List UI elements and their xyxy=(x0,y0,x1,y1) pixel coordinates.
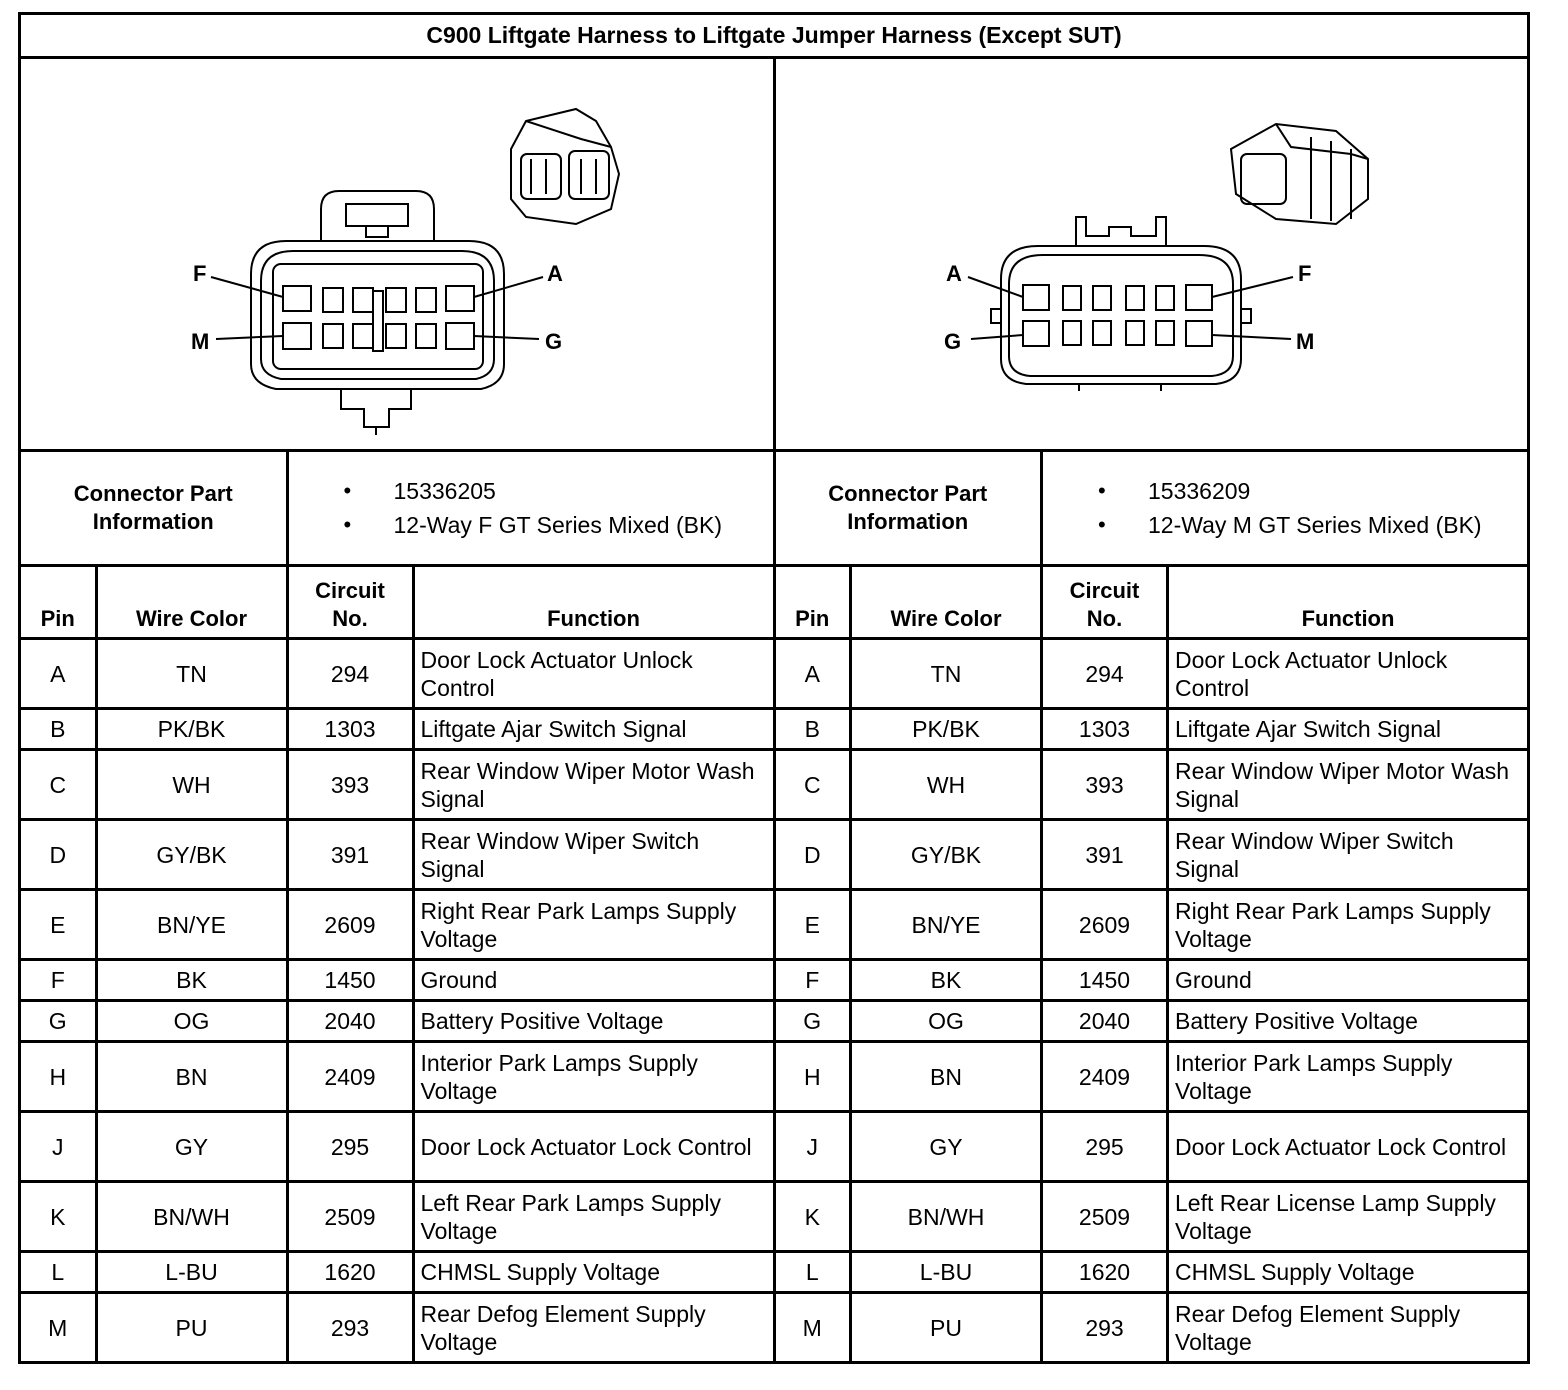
pin-cell: B xyxy=(776,709,851,750)
table-row xyxy=(776,750,1529,820)
function-cell: Ground xyxy=(413,960,774,1001)
circuit-cell: 295 xyxy=(1042,1112,1168,1182)
table-row xyxy=(776,639,1529,709)
wire-color-cell: TN xyxy=(96,639,287,709)
pin-cell: H xyxy=(776,1042,851,1112)
function-cell: Rear Window Wiper Motor Wash Signal xyxy=(413,750,774,820)
wire-color-cell: PU xyxy=(96,1293,287,1363)
table-row xyxy=(776,1042,1529,1112)
function-cell: Rear Defog Element Supply Voltage xyxy=(413,1293,774,1363)
female-table-body xyxy=(21,639,774,1363)
circuit-cell: 1620 xyxy=(1042,1252,1168,1293)
pin-cell: F xyxy=(776,960,851,1001)
pin-label-bottom-right: M xyxy=(1295,329,1314,354)
circuit-cell: 1303 xyxy=(1042,709,1168,750)
pin-cell: B xyxy=(21,709,96,750)
wire-color-cell: BK xyxy=(96,960,287,1001)
pin-cell: H xyxy=(21,1042,96,1112)
wire-color-cell: BN/WH xyxy=(96,1182,287,1252)
pin-cell: D xyxy=(776,820,851,890)
wire-color-cell: BN/WH xyxy=(851,1182,1042,1252)
wire-color-cell: BN/YE xyxy=(96,890,287,960)
table-row xyxy=(21,960,774,1001)
pin-cell: E xyxy=(21,890,96,960)
table-row xyxy=(776,1182,1529,1252)
pin-cell: J xyxy=(776,1112,851,1182)
function-cell: Door Lock Actuator Lock Control xyxy=(1168,1112,1529,1182)
function-cell: Right Rear Park Lamps Supply Voltage xyxy=(1168,890,1529,960)
circuit-cell: 1620 xyxy=(287,1252,413,1293)
function-cell: Rear Window Wiper Switch Signal xyxy=(413,820,774,890)
connector-description: • 12-Way F GT Series Mixed (BK) xyxy=(289,508,773,542)
circuit-cell: 2609 xyxy=(287,890,413,960)
table-row xyxy=(21,1001,774,1042)
wire-color-cell: PK/BK xyxy=(96,709,287,750)
circuit-cell: 294 xyxy=(1042,639,1168,709)
function-cell: Rear Window Wiper Switch Signal xyxy=(1168,820,1529,890)
pin-cell: M xyxy=(776,1293,851,1363)
male-table-body xyxy=(776,639,1529,1363)
function-cell: Door Lock Actuator Unlock Control xyxy=(1168,639,1529,709)
pin-label-top-left: F xyxy=(193,261,207,286)
circuit-cell: 1303 xyxy=(287,709,413,750)
female-connector-diagram xyxy=(21,59,776,452)
wire-color-cell: BN xyxy=(851,1042,1042,1112)
wire-color-cell: BN/YE xyxy=(851,890,1042,960)
function-cell: Battery Positive Voltage xyxy=(1168,1001,1529,1042)
part-number: • 15336205 xyxy=(289,474,773,508)
circuit-cell: 393 xyxy=(287,750,413,820)
table-row xyxy=(21,1112,774,1182)
table-row xyxy=(21,639,774,709)
function-cell: Rear Window Wiper Motor Wash Signal xyxy=(1168,750,1529,820)
table-row xyxy=(21,750,774,820)
wire-color-cell: PK/BK xyxy=(851,709,1042,750)
pin-cell: K xyxy=(776,1182,851,1252)
table-row xyxy=(776,960,1529,1001)
wire-color-cell: OG xyxy=(96,1001,287,1042)
table-row xyxy=(21,1293,774,1363)
wire-color-cell: GY/BK xyxy=(96,820,287,890)
circuit-cell: 393 xyxy=(1042,750,1168,820)
connector-info-label: Connector Part Information xyxy=(776,452,1042,566)
wire-color-cell: BK xyxy=(851,960,1042,1001)
pin-cell: M xyxy=(21,1293,96,1363)
wire-color-cell: WH xyxy=(96,750,287,820)
wire-color-cell: WH xyxy=(851,750,1042,820)
function-cell: Left Rear Park Lamps Supply Voltage xyxy=(413,1182,774,1252)
female-connector-3d-icon xyxy=(511,109,619,224)
header-function: Function xyxy=(413,566,774,639)
header-pin: Pin xyxy=(776,566,851,639)
circuit-cell: 1450 xyxy=(1042,960,1168,1001)
table-row xyxy=(21,1042,774,1112)
table-row xyxy=(776,1293,1529,1363)
pin-label-bottom-right: G xyxy=(545,329,563,354)
male-connector-diagram xyxy=(776,59,1531,452)
table-row xyxy=(776,1252,1529,1293)
connector-info-values xyxy=(1042,452,1529,566)
table-row xyxy=(21,890,774,960)
pin-cell: G xyxy=(21,1001,96,1042)
connector-info-row xyxy=(776,452,1529,566)
pin-cell: D xyxy=(21,820,96,890)
circuit-cell: 391 xyxy=(1042,820,1168,890)
page-title: C900 Liftgate Harness to Liftgate Jumper Harness (Except SUT) xyxy=(21,15,1530,59)
connector-sheet xyxy=(18,12,1530,1364)
pin-cell: J xyxy=(21,1112,96,1182)
circuit-cell: 294 xyxy=(287,639,413,709)
table-row xyxy=(21,709,774,750)
circuit-cell: 293 xyxy=(1042,1293,1168,1363)
function-cell: Rear Defog Element Supply Voltage xyxy=(1168,1293,1529,1363)
table-row xyxy=(776,1112,1529,1182)
function-cell: Door Lock Actuator Unlock Control xyxy=(413,639,774,709)
pin-cell: C xyxy=(776,750,851,820)
circuit-cell: 1450 xyxy=(287,960,413,1001)
connector-info-values xyxy=(287,452,774,566)
circuit-cell: 391 xyxy=(287,820,413,890)
male-connector-table xyxy=(776,452,1531,1364)
table-row xyxy=(21,1252,774,1293)
connector-info-label: Connector Part Information xyxy=(21,452,287,566)
function-cell: Interior Park Lamps Supply Voltage xyxy=(1168,1042,1529,1112)
diagram-row xyxy=(21,59,1530,452)
female-connector-drawing xyxy=(21,59,774,449)
circuit-cell: 295 xyxy=(287,1112,413,1182)
header-pin: Pin xyxy=(21,566,96,639)
circuit-cell: 293 xyxy=(287,1293,413,1363)
wire-color-cell: BN xyxy=(96,1042,287,1112)
female-latch xyxy=(321,191,434,241)
function-cell: Door Lock Actuator Lock Control xyxy=(413,1112,774,1182)
header-circuit: Circuit No. xyxy=(287,566,413,639)
header-circuit: Circuit No. xyxy=(1042,566,1168,639)
circuit-cell: 2409 xyxy=(1042,1042,1168,1112)
female-connector-table-wrap xyxy=(21,452,776,1364)
pin-cell: E xyxy=(776,890,851,960)
table-row xyxy=(776,820,1529,890)
circuit-cell: 2409 xyxy=(287,1042,413,1112)
circuit-cell: 2040 xyxy=(1042,1001,1168,1042)
wire-color-cell: GY xyxy=(851,1112,1042,1182)
pin-cell: K xyxy=(21,1182,96,1252)
wire-color-cell: OG xyxy=(851,1001,1042,1042)
function-cell: Interior Park Lamps Supply Voltage xyxy=(413,1042,774,1112)
circuit-cell: 2040 xyxy=(287,1001,413,1042)
pin-cell: F xyxy=(21,960,96,1001)
function-cell: Ground xyxy=(1168,960,1529,1001)
function-cell: CHMSL Supply Voltage xyxy=(413,1252,774,1293)
pin-cell: C xyxy=(21,750,96,820)
table-header xyxy=(21,566,774,639)
header-wire-color: Wire Color xyxy=(851,566,1042,639)
connector-info-row xyxy=(21,452,774,566)
pin-label-bottom-left: G xyxy=(943,329,961,354)
function-cell: Battery Positive Voltage xyxy=(413,1001,774,1042)
wire-color-cell: GY/BK xyxy=(851,820,1042,890)
pin-cell: A xyxy=(776,639,851,709)
header-function: Function xyxy=(1168,566,1529,639)
male-connector-drawing xyxy=(776,59,1529,449)
function-cell: Left Rear License Lamp Supply Voltage xyxy=(1168,1182,1529,1252)
table-row xyxy=(21,820,774,890)
pin-label-top-left: A xyxy=(945,261,962,286)
pin-cell: L xyxy=(21,1252,96,1293)
connector-description: • 12-Way M GT Series Mixed (BK) xyxy=(1043,508,1527,542)
wire-color-cell: GY xyxy=(96,1112,287,1182)
table-row xyxy=(21,1182,774,1252)
pin-cell: L xyxy=(776,1252,851,1293)
pin-label-top-right: F xyxy=(1297,261,1311,286)
table-header xyxy=(776,566,1529,639)
wire-color-cell: TN xyxy=(851,639,1042,709)
pin-cell: A xyxy=(21,639,96,709)
part-number: • 15336209 xyxy=(1043,474,1527,508)
pin-cell: G xyxy=(776,1001,851,1042)
male-connector-3d-icon xyxy=(1231,124,1368,224)
wire-color-cell: PU xyxy=(851,1293,1042,1363)
pin-label-bottom-left: M xyxy=(191,329,210,354)
function-cell: CHMSL Supply Voltage xyxy=(1168,1252,1529,1293)
table-row xyxy=(776,709,1529,750)
table-row xyxy=(776,1001,1529,1042)
male-connector-table-wrap xyxy=(776,452,1531,1364)
function-cell: Liftgate Ajar Switch Signal xyxy=(1168,709,1529,750)
circuit-cell: 2509 xyxy=(287,1182,413,1252)
function-cell: Right Rear Park Lamps Supply Voltage xyxy=(413,890,774,960)
female-connector-table xyxy=(21,452,776,1364)
function-cell: Liftgate Ajar Switch Signal xyxy=(413,709,774,750)
wire-color-cell: L-BU xyxy=(851,1252,1042,1293)
circuit-cell: 2509 xyxy=(1042,1182,1168,1252)
tables-row xyxy=(21,452,1530,1364)
wire-color-cell: L-BU xyxy=(96,1252,287,1293)
table-row xyxy=(776,890,1529,960)
circuit-cell: 2609 xyxy=(1042,890,1168,960)
pin-label-top-right: A xyxy=(547,261,563,286)
header-wire-color: Wire Color xyxy=(96,566,287,639)
